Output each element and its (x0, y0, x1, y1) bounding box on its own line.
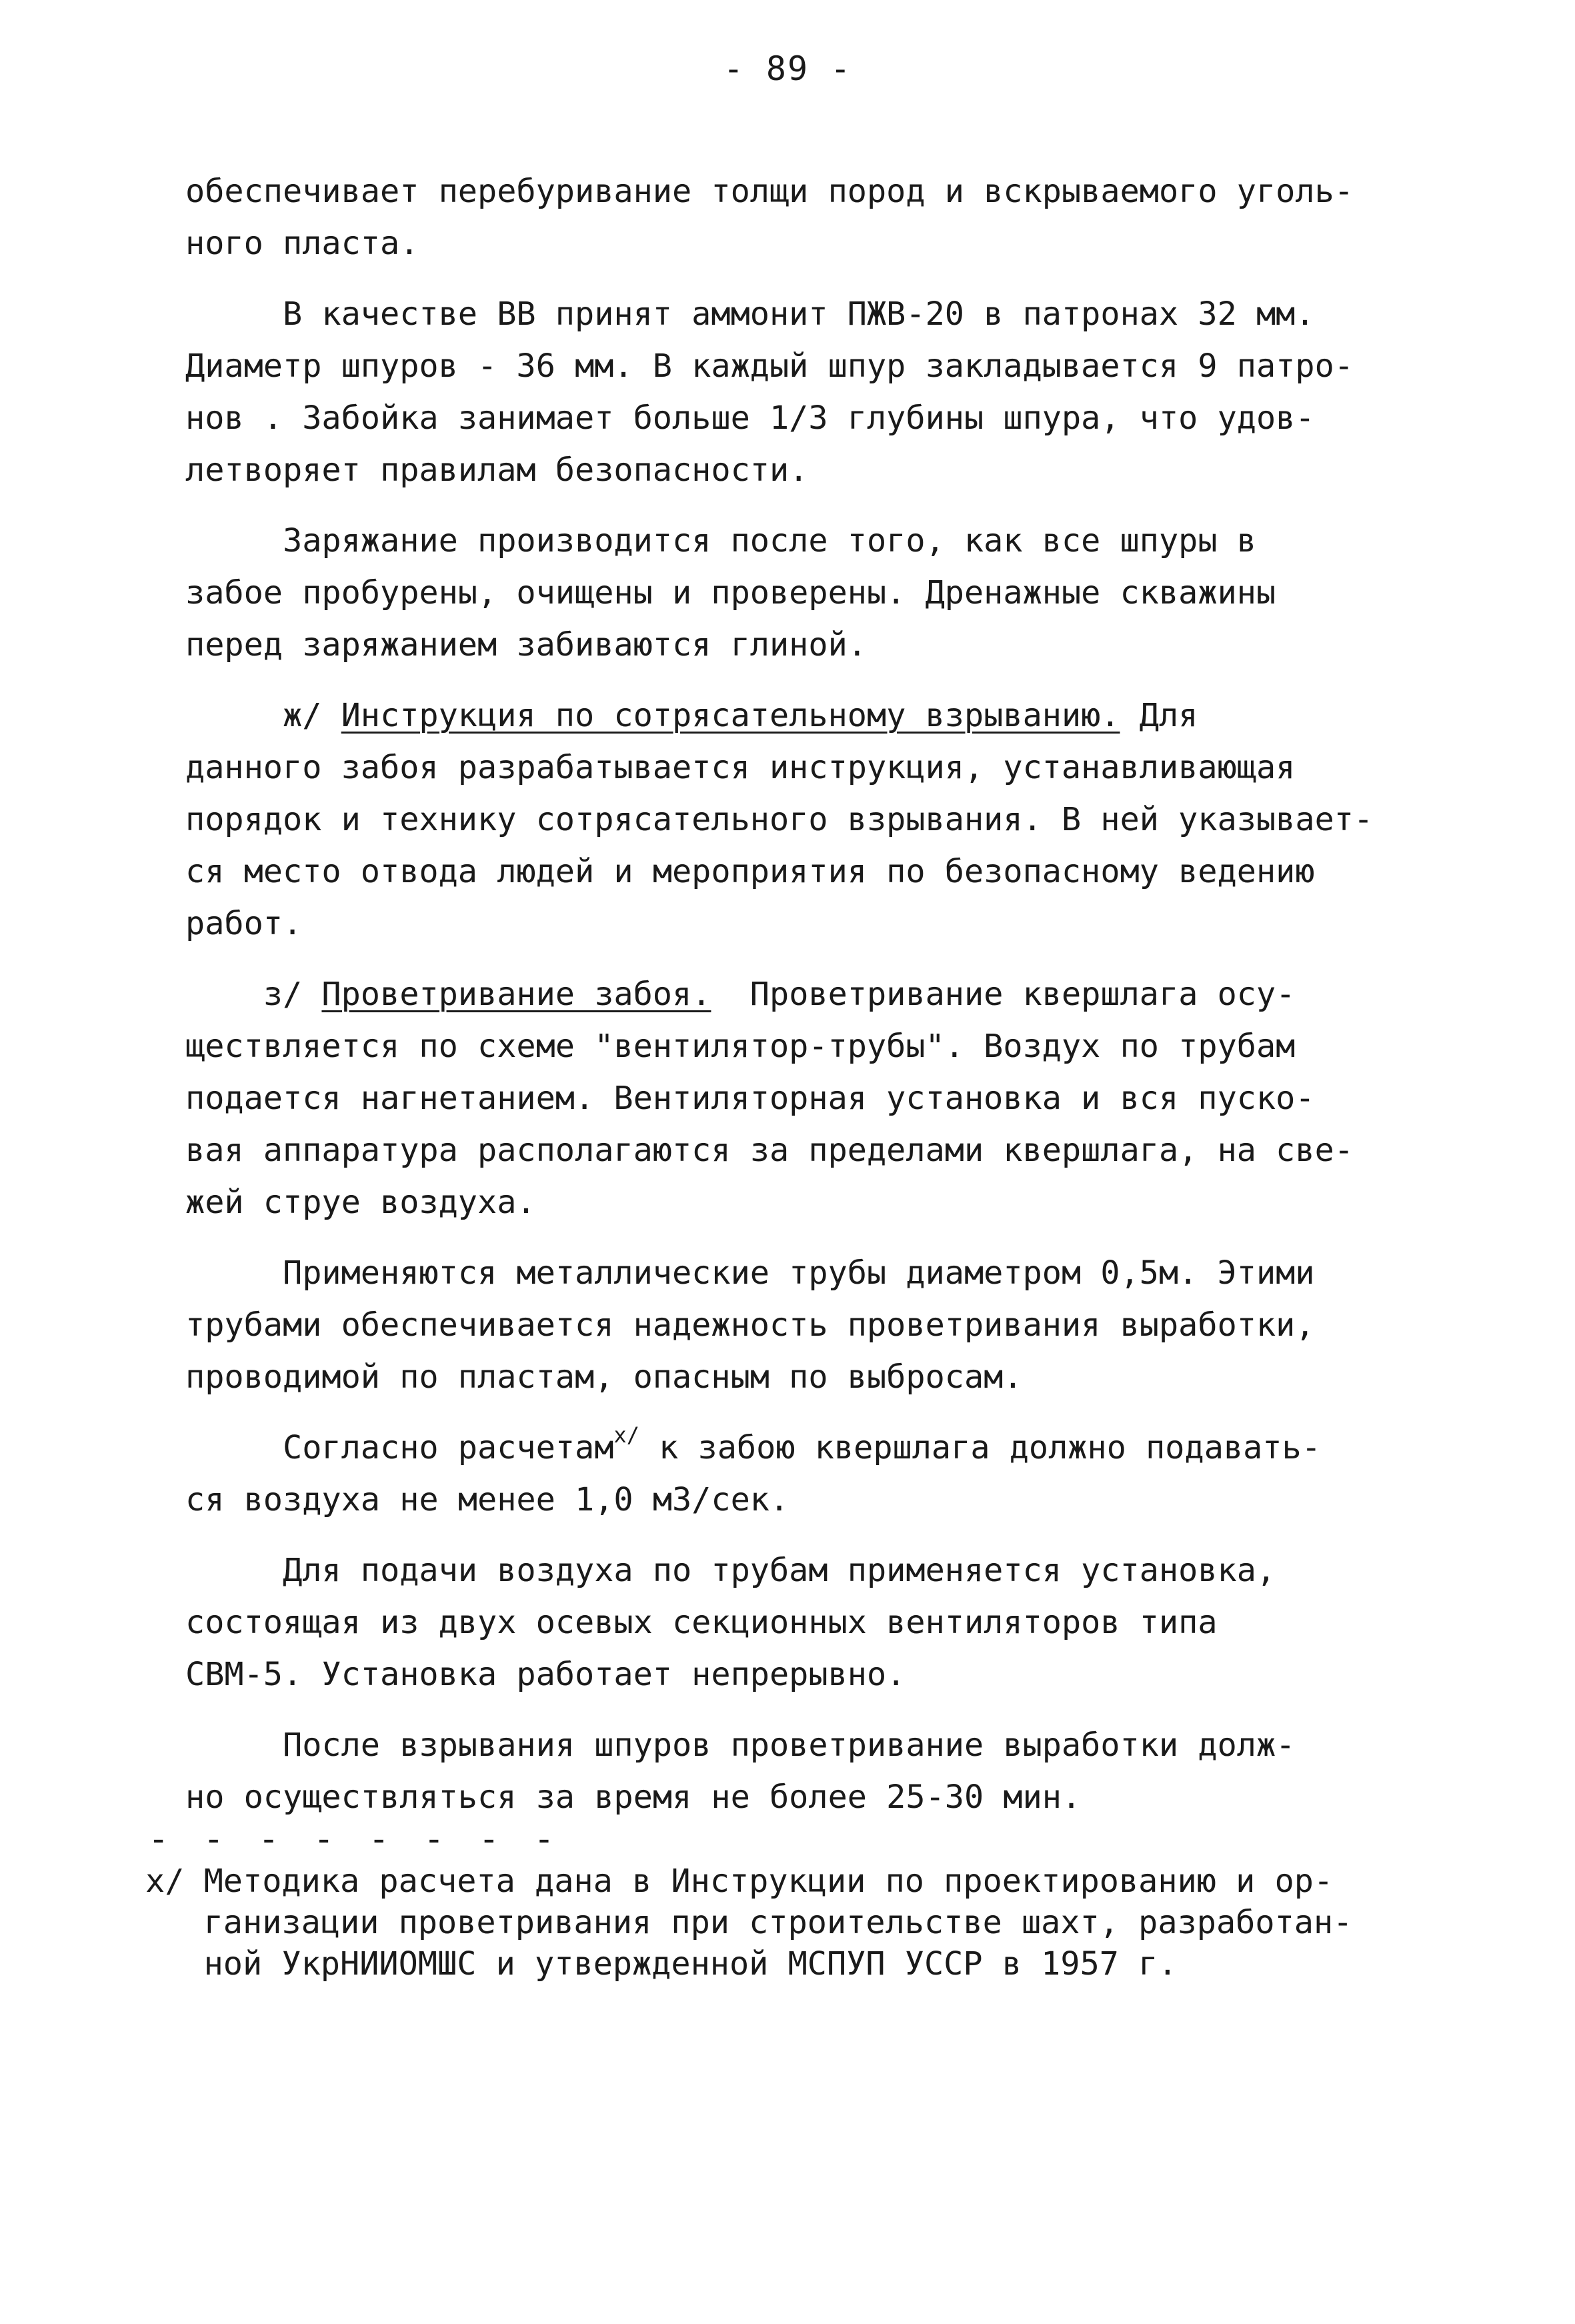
text-line: перед заряжанием забиваются глиной. (185, 626, 867, 664)
section-heading: Проветривание забоя. (321, 976, 711, 1013)
text-line (185, 1422, 1427, 1474)
text-line: В качестве ВВ принят аммонит ПЖВ-20 в патронах 32 мм. (185, 295, 1315, 333)
text-line: данного забоя разрабатывается инструкция, устанавливающая (185, 749, 1296, 786)
text-line: ществляется по схеме "вентилятор-трубы". Воздух по трубам (185, 1028, 1296, 1065)
text-line: СВМ-5. Установка работает непрерывно. (185, 1656, 906, 1693)
text-line: проводимой по пластам, опасным по выбросам. (185, 1358, 1023, 1396)
text-line: порядок и технику сотрясательного взрывания. В ней указывает- (185, 801, 1374, 838)
section-heading: Инструкция по сотрясательному взрыванию. (341, 697, 1120, 734)
footnote-reference: х/ (613, 1422, 639, 1448)
footnote-separator: - - - - - - - - (148, 1819, 561, 1859)
text-line: обеспечивает перебуривание толщи пород и вскрываемого уголь- (185, 173, 1354, 210)
text-run: Согласно расчетам (185, 1429, 614, 1466)
paragraph-8 (185, 1544, 1427, 1700)
text-line: Заряжание производится после того, как все шпуры в (185, 522, 1256, 559)
paragraph-9 (185, 1719, 1427, 1823)
footnote-line: х/ Методика расчета дана в Инструкции по проектированию и ор- (145, 1863, 1334, 1900)
body-text (185, 165, 1427, 1823)
paragraph-blasting-instruction (185, 690, 1427, 950)
text-line: забое пробурены, очищены и проверены. Дренажные скважины (185, 574, 1276, 612)
text-line: трубами обеспечивается надежность проветривания выработки, (185, 1306, 1315, 1344)
footnote-line: ной УкрНИИОМШС и утвержденной МСПУП УССР в 1957 г. (145, 1945, 1178, 1983)
paragraph-3 (185, 515, 1427, 671)
section-heading-line (185, 690, 1427, 742)
text-run: к забою квершлага должно подавать- (639, 1429, 1321, 1466)
text-line: подается нагнетанием. Вентиляторная установка и вся пуско- (185, 1080, 1315, 1117)
footnote (145, 1861, 1439, 1985)
footnote-line: ганизации проветривания при строительстве шахт, разработан- (145, 1904, 1353, 1941)
paragraph-2 (185, 288, 1427, 496)
paragraph-6 (185, 1247, 1427, 1403)
text-line: вая аппаратура располагаются за пределами квершлага, на све- (185, 1132, 1354, 1169)
paragraph-7 (185, 1422, 1427, 1526)
text-line: нов . Забойка занимает больше 1/3 глубины шпура, что удов- (185, 399, 1315, 437)
text-line: летворяет правилам безопасности. (185, 451, 809, 489)
text-line: Применяются металлические трубы диаметром 0,5м. Этими (185, 1254, 1315, 1292)
text-line: После взрывания шпуров проветривание выработки долж- (185, 1726, 1296, 1764)
page-number: - 89 - (723, 49, 852, 88)
heading-continuation: Для (1120, 697, 1198, 734)
text-line: ся воздуха не менее 1,0 м3/сек. (185, 1481, 790, 1518)
text-line: ного пласта. (185, 225, 419, 262)
paragraph-1 (185, 165, 1427, 269)
text-line: Диаметр шпуров - 36 мм. В каждый шпур закладывается 9 патро- (185, 347, 1354, 385)
text-line: состоящая из двух осевых секционных вентиляторов типа (185, 1604, 1218, 1641)
paragraph-ventilation (185, 968, 1427, 1228)
heading-continuation: Проветривание квершлага осу- (711, 976, 1296, 1013)
section-marker: з/ (185, 976, 322, 1013)
text-line: Для подачи воздуха по трубам применяется установка, (185, 1552, 1276, 1589)
text-line: работ. (185, 905, 303, 942)
section-marker: ж/ (185, 697, 341, 734)
section-heading-line (185, 968, 1427, 1020)
text-line: но осуществляться за время не более 25-30 мин. (185, 1779, 1082, 1816)
text-line: ся место отвода людей и мероприятия по безопасному ведению (185, 853, 1315, 890)
text-line: жей струе воздуха. (185, 1184, 536, 1221)
